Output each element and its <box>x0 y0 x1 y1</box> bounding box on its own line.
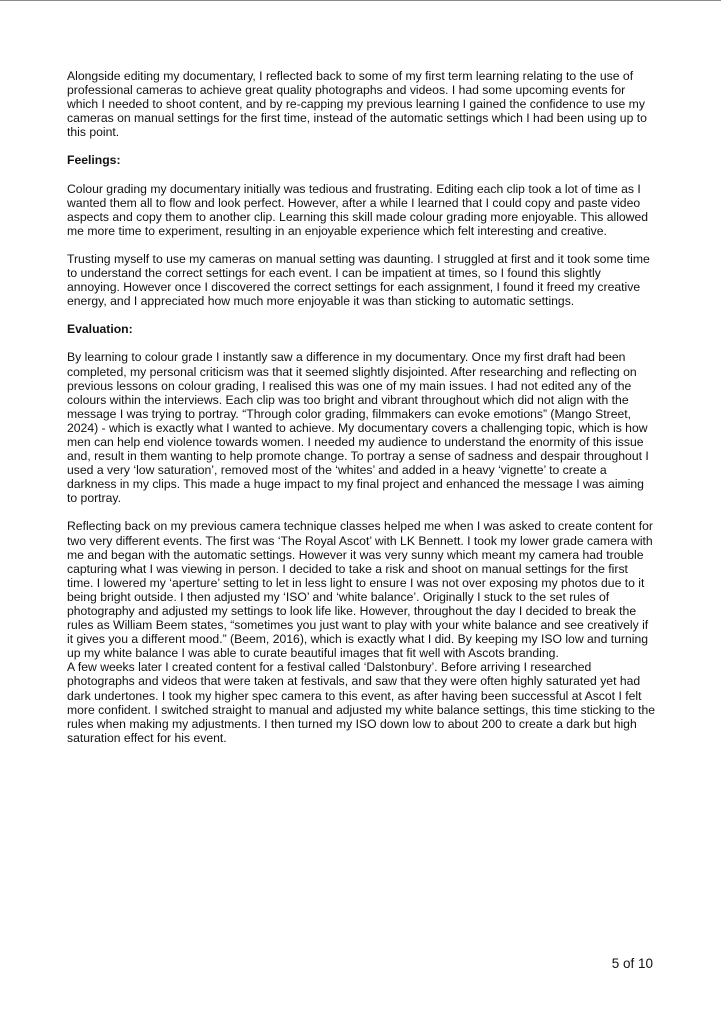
evaluation-heading: Evaluation: <box>67 322 133 337</box>
evaluation-paragraph-3: A few weeks later I created content for a festival called ‘Dalstonbury’. Before arriving I researched photographs and videos that were taken at festivals, and saw that they were often highly saturated yet had dark undertones. I took my higher spec camera to this event, as after having been successful at Ascot I felt more confident. I switched straight to manual and adjusted my white balance settings, this time sticking to the rules when making my adjustments. I then turned my ISO down low to about 200 to create a dark but high saturation effect for his event. <box>67 660 656 745</box>
feelings-paragraph-2: Trusting myself to use my cameras on manual setting was daunting. I struggled at first and it took some time to understand the correct settings for each event. I can be impatient at times, so I found this slightly annoying. However once I discovered the correct settings for each assignment, I found it freed my creative energy, and I appreciated how much more enjoyable it was than sticking to automatic settings. <box>67 251 650 309</box>
evaluation-paragraph-1: By learning to colour grade I instantly saw a difference in my documentary. Once my first draft had been completed, my personal criticism was that it seemed slightly disjointed. After researching and reflecting on previous lessons on colour grading, I realised this was one of my main issues. I had not edited any of the colours within the interviews. Each clip was too bright and vibrant throughout which did not align with the message I was trying to portray. “Through color grading, filmmakers can evoke emotions” (Mango Street, 2024) - which is exactly what I wanted to achieve. My documentary covers a challenging topic, which is how men can help end violence towards women. I needed my audience to understand the enormity of this issue and, result in them wanting to help promote change. To portray a sense of sadness and despair throughout I used a very ‘low saturation’, removed most of the ‘whites’ and added in a heavy ‘vignette’ to create a darkness in my clips. This made a huge impact to my final project and enhanced the message I was aiming to portray. <box>67 350 649 506</box>
intro-paragraph: Alongside editing my documentary, I reflected back to some of my first term learning relating to the use of professional cameras to achieve great quality photographs and videos. I had some upcoming events for which I needed to shoot content, and by re-capping my previous learning I gained the confidence to use my cameras on manual settings for the first time, instead of the automatic settings which I had been using up to this point. <box>67 69 647 140</box>
feelings-heading: Feelings: <box>67 153 121 168</box>
page-number: 5 of 10 <box>611 956 653 971</box>
evaluation-paragraph-2: Reflecting back on my previous camera technique classes helped me when I was asked to create content for two very different events. The first was ‘The Royal Ascot’ with LK Bennett. I took my lower grade camera with me and began with the automatic settings. However it was very sunny which meant my camera had trouble capturing what I was viewing in person. I decided to take a risk and shoot on manual settings for the first time. I lowered my ‘aperture’ setting to let in less light to ensure I was not over exposing my photos due to it being bright outside. I then adjusted my ‘ISO’ and ‘white balance’. Originally I stuck to the set rules of photography and adjusted my settings to look life like. However, throughout the day I decided to break the rules as William Beem states, “sometimes you just want to play with your white balance and see creatively if it gives you a different mood.” (Beem, 2016), which is exactly what I did. By keeping my ISO low and turning up my white balance I was able to curate beautiful images that fit well with Ascots branding. <box>67 519 653 661</box>
document-page <box>67 69 657 759</box>
feelings-paragraph-1: Colour grading my documentary initially was tedious and frustrating. Editing each clip took a lot of time as I wanted them all to flow and look perfect. However, after a while I learned that I could copy and paste video aspects and copy them to another clip. Learning this skill made colour grading more enjoyable. This allowed me more time to experiment, resulting in an enjoyable experience which felt interesting and creative. <box>67 181 649 238</box>
page-top-border <box>0 0 721 1</box>
